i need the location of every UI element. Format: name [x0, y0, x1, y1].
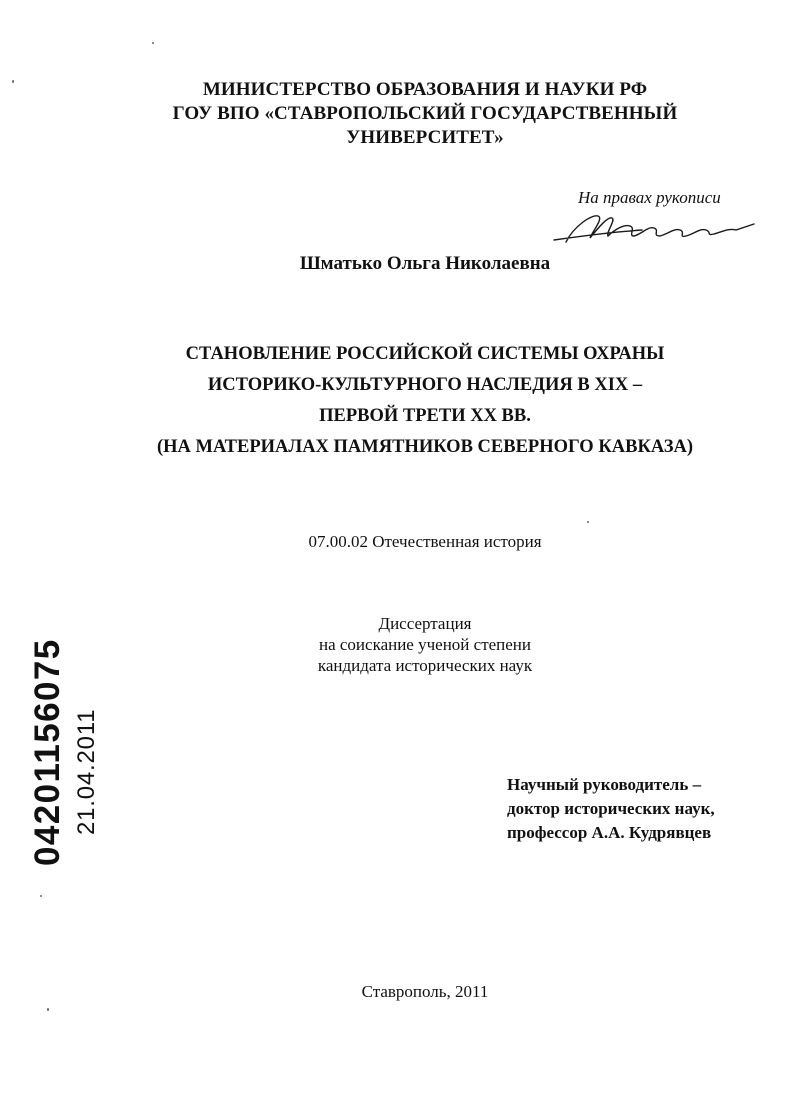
scan-speck [12, 80, 14, 83]
scan-speck [47, 1008, 49, 1011]
library-stamp-date: 21.04.2011 [73, 708, 100, 835]
title-line-2: ИСТОРИКО-КУЛЬТУРНОГО НАСЛЕДИЯ В XIX – [207, 375, 643, 395]
degree-line-3: кандидата исторических наук [317, 656, 533, 675]
title-line-3: ПЕРВОЙ ТРЕТИ XX ВВ. [319, 406, 531, 426]
title-line-1: СТАНОВЛЕНИЕ РОССИЙСКОЙ СИСТЕМЫ ОХРАНЫ [185, 344, 665, 364]
supervisor-line-2: доктор исторических наук, [507, 799, 715, 818]
specialty-code: 07.00.02 Отечественная история [308, 532, 542, 551]
handwritten-signature [552, 206, 757, 250]
degree-line-2: на соискание ученой степени [318, 635, 532, 654]
degree-statement [0, 613, 795, 676]
supervisor-line-3: профессор А.А. Кудрявцев [507, 823, 712, 842]
title-line-4: (НА МАТЕРИАЛАХ ПАМЯТНИКОВ СЕВЕРНОГО КАВКАЗА) [156, 437, 694, 457]
degree-line-1: Диссертация [378, 614, 472, 633]
dissertation-title [0, 339, 795, 463]
ministry-header [0, 78, 795, 150]
city-year: Ставрополь, 2011 [361, 982, 489, 1001]
author-name: Шматько Ольга Николаевна [299, 253, 551, 274]
ministry-line-3: УНИВЕРСИТЕТ» [346, 127, 504, 148]
library-stamp-code: 04201156075 [28, 638, 67, 866]
manuscript-rights-label: На правах рукописи [578, 188, 721, 207]
scan-speck [587, 521, 589, 523]
supervisor-line-1: Научный руководитель – [507, 775, 702, 794]
scientific-supervisor [507, 773, 715, 845]
scan-speck [40, 895, 42, 897]
ministry-line-2: ГОУ ВПО «СТАВРОПОЛЬСКИЙ ГОСУДАРСТВЕННЫЙ [172, 103, 678, 124]
scan-speck [152, 42, 154, 44]
ministry-line-1: МИНИСТЕРСТВО ОБРАЗОВАНИЯ И НАУКИ РФ [202, 79, 648, 100]
